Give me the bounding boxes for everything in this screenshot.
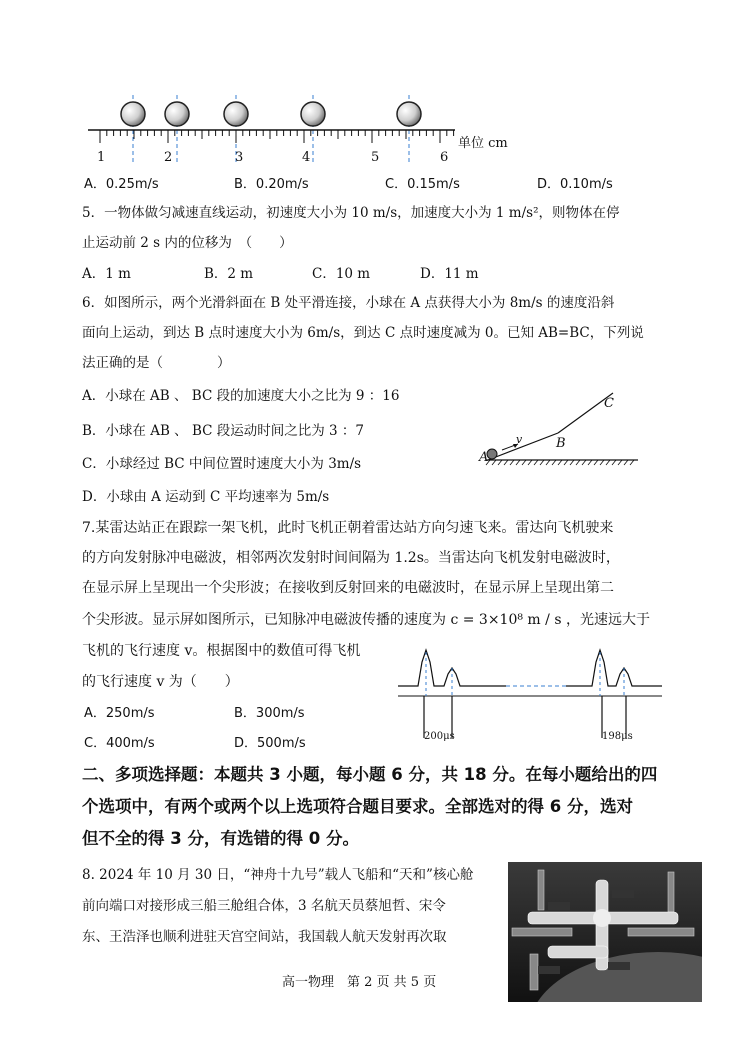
q5-option-a: A．1 m — [82, 266, 131, 282]
q7-option-b: B．300m/s — [234, 706, 305, 721]
ruler-tick-label: 4 — [302, 150, 311, 165]
section2-line2: 个选项中，有两个或两个以上选项符合题目要求。全部选对的得 6 分，选对 — [82, 797, 633, 816]
q5-stem-line1: 5．一物体做匀减速直线运动，初速度大小为 10 m/s，加速度大小为 1 m/s²，则物体在停 — [82, 205, 620, 221]
q6-stem-line3: 法正确的是（ ） — [82, 355, 231, 371]
incline-label-c: C — [604, 396, 614, 411]
q7-stem-line6: 的飞行速度 v 为（ ） — [82, 674, 239, 690]
radar-label-left: 200μs — [424, 731, 455, 742]
ball-ruler-figure — [80, 95, 520, 170]
q7-stem-line3: 在显示屏上呈现出一个尖形波；在接收到反射回来的电磁波时，在显示屏上呈现出第二 — [82, 580, 614, 596]
q6-option-a: A．小球在 AB 、 BC 段的加速度大小之比为 9 ：16 — [82, 388, 400, 404]
section2-line1: 二、多项选择题：本题共 3 小题，每小题 6 分，共 18 分。在每小题给出的四 — [82, 765, 658, 784]
ruler-tick-label: 2 — [164, 150, 173, 165]
radar-label-right: 198μs — [602, 731, 633, 742]
ruler-tick-label: 1 — [97, 150, 106, 165]
q5-option-d: D．11 m — [420, 266, 479, 282]
q8-stem-line1: 8. 2024 年 10 月 30 日，“神舟十九号”载人飞船和“天和”核心舱 — [82, 867, 474, 883]
space-station-photo — [508, 862, 702, 1002]
ruler-tick-label: 5 — [371, 150, 380, 165]
radar-screen-figure — [396, 648, 666, 743]
q6-option-c: C．小球经过 BC 中间位置时速度大小为 3m/s — [82, 456, 362, 472]
incline-label-v: v — [516, 433, 523, 446]
q6-option-b: B．小球在 AB 、 BC 段运动时间之比为 3 ：7 — [82, 423, 365, 439]
q7-stem-line1: 7.某雷达站正在跟踪一架飞机，此时飞机正朝着雷达站方向匀速飞来。雷达向飞机驶来 — [82, 520, 614, 536]
q4-option-a: A．0.25m/s — [84, 177, 159, 192]
incline-label-b: B — [556, 436, 566, 451]
q8-stem-line2: 前向端口对接形成三船三舱组合体，3 名航天员蔡旭哲、宋令 — [82, 898, 446, 914]
section2-line3: 但不全的得 3 分，有选错的得 0 分。 — [82, 829, 359, 848]
q8-stem-line3: 东、王浩泽也顺利进驻天宫空间站，我国载人航天发射再次取 — [82, 929, 447, 945]
incline-figure — [478, 388, 648, 468]
q6-option-d: D．小球由 A 运动到 C 平均速率为 5m/s — [82, 489, 330, 505]
ruler-unit: 单位 cm — [458, 136, 508, 151]
page-footer: 高一物理 第 2 页 共 5 页 — [282, 975, 437, 990]
q7-option-d: D．500m/s — [234, 736, 306, 751]
ruler-tick-label: 6 — [440, 150, 449, 165]
q7-option-a: A．250m/s — [84, 706, 155, 721]
q6-stem-line1: 6．如图所示，两个光滑斜面在 B 处平滑连接，小球在 A 点获得大小为 8m/s 的速度沿斜 — [82, 295, 615, 311]
q5-option-c: C．10 m — [312, 266, 371, 282]
q7-stem-line4: 个尖形波。显示屏如图所示，已知脉冲电磁波传播的速度为 c = 3×10⁸ m / s ，光速远大于 — [82, 612, 650, 628]
q7-stem-line2: 的方向发射脉冲电磁波，相邻两次发射时间间隔为 1.2s。当雷达向飞机发射电磁波时， — [82, 550, 620, 566]
q6-stem-line2: 面向上运动，到达 B 点时速度大小为 6m/s，到达 C 点时速度减为 0。已知 AB=BC，下列说 — [82, 325, 644, 341]
q4-option-b: B．0.20m/s — [234, 177, 309, 192]
ruler-tick-label: 3 — [235, 150, 244, 165]
q7-stem-line5: 飞机的飞行速度 v。根据图中的数值可得飞机 — [82, 643, 361, 659]
q5-stem-line2: 止运动前 2 s 内的位移为 （ ） — [82, 235, 293, 251]
q4-option-d: D．0.10m/s — [537, 177, 613, 192]
q4-option-c: C．0.15m/s — [385, 177, 460, 192]
q5-option-b: B．2 m — [204, 266, 254, 282]
incline-label-a: A — [479, 450, 489, 465]
q7-option-c: C．400m/s — [84, 736, 155, 751]
